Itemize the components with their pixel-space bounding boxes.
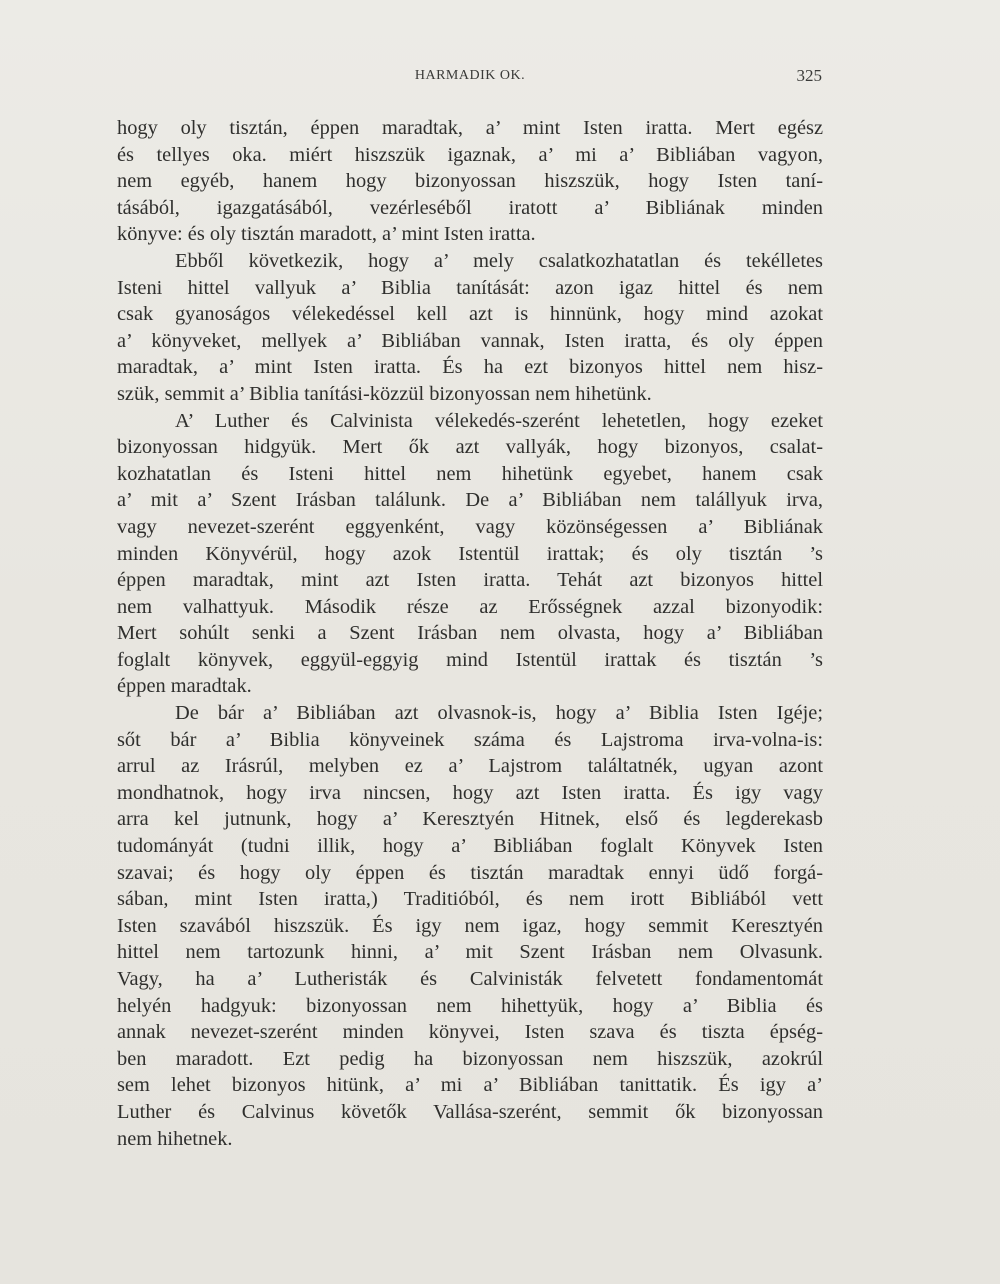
text-line: éppen maradtak, mint azt Isten iratta. Tehát azt bizonyos hittel [117, 569, 823, 592]
text-line: nem egyéb, hanem hogy bizonyossan hiszszük, hogy Isten taní- [117, 170, 823, 193]
text-line: annak nevezet-szerént minden könyvei, Isten szava és tiszta épség- [117, 1021, 823, 1044]
text-line: De bár a’ Bibliában azt olvasnok-is, hogy a’ Biblia Isten Igéje; [175, 702, 823, 725]
chapter-heading: HARMADIK OK. [414, 68, 526, 83]
text-line: Ebből következik, hogy a’ mely csalatkozhatatlan és tekélletes [175, 249, 823, 272]
text-line: hittel nem tartozunk hinni, a’ mit Szent Irásban nem Olvasunk. [117, 941, 823, 964]
text-line: Vagy, ha a’ Lutheristák és Calvinisták felvetett fondamentomát [117, 968, 823, 990]
text-line: Isten szavából hiszszük. És igy nem igaz, hogy semmit Keresztyén [117, 914, 823, 937]
text-line: ben maradott. Ezt pedig ha bizonyossan nem hiszszük, azokrúl [117, 1047, 823, 1070]
text-line: csak gyanoságos vélekedéssel kell azt is hinnünk, hogy mind azokat [117, 303, 823, 326]
page-number: 325 [796, 66, 822, 85]
text-line: arrul az Irásrúl, melyben ez a’ Lajstrom találtatnék, ugyan azont [117, 755, 823, 778]
text-line: tásából, igazgatásából, vezérleséből iratott a’ Bibliának minden [117, 196, 823, 219]
text-line: minden Könyvérül, hogy azok Istentül irattak; és oly tisztán ’s [117, 542, 823, 565]
text-line: sőt bár a’ Biblia könyveinek száma és Lajstroma irva-volna-is: [117, 728, 823, 751]
text-line: Isteni hittel vallyuk a’ Biblia tanítását: azon igaz hittel és nem [117, 276, 823, 299]
text-line: hogy oly tisztán, éppen maradtak, a’ mint Isten iratta. Mert egész [117, 117, 823, 139]
text-line: kozhatatlan és Isteni hittel nem hihetünk egyebet, hanem csak [117, 462, 823, 485]
text-line: A’ Luther és Calvinista vélekedés-szerént lehetetlen, hogy ezeket [175, 409, 823, 432]
text-line: a’ mit a’ Szent Irásban találunk. De a’ Bibliában nem talállyuk irva, [117, 489, 823, 512]
text-line: vagy nevezet-szerént eggyenként, vagy közönségessen a’ Bibliának [117, 515, 823, 538]
text-line: arra kel jutnunk, hogy a’ Keresztyén Hitnek, első és legderekasb [117, 808, 823, 831]
text-line: Mert sohúlt senki a Szent Irásban nem olvasta, hogy a’ Bibliában [117, 622, 823, 645]
text-line: nem hihetnek. [117, 1127, 233, 1150]
text-line: mondhatnok, hogy irva nincsen, hogy azt Isten iratta. És igy vagy [117, 781, 823, 804]
running-head [118, 66, 822, 96]
body-text [117, 115, 823, 1152]
text-line: Luther és Calvinus követők Vallása-szerént, semmit ők bizonyossan [117, 1100, 823, 1123]
text-line: könyve: és oly tisztán maradott, a’ mint Isten iratta. [117, 223, 536, 246]
text-line: bizonyossan hidgyük. Mert ők azt vallyák, hogy bizonyos, csalat- [117, 436, 823, 459]
text-line: maradtak, a’ mint Isten iratta. És ha ezt bizonyos hittel nem hisz- [117, 356, 823, 379]
text-line: és tellyes oka. miért hiszszük igaznak, a’ mi a’ Bibliában vagyon, [117, 143, 823, 166]
text-line: éppen maradtak. [117, 675, 252, 698]
text-line: sem lehet bizonyos hitünk, a’ mi a’ Bibliában tanittatik. És igy a’ [117, 1074, 823, 1097]
text-line: tudományát (tudni illik, hogy a’ Bibliában foglalt Könyvek Isten [117, 835, 823, 858]
text-line: sában, mint Isten iratta,) Traditióból, és nem irott Bibliából vett [117, 888, 823, 911]
text-line: szük, semmit a’ Biblia tanítási-közzül bizonyossan nem hihetünk. [117, 382, 652, 405]
text-line: szavai; és hogy oly éppen és tisztán maradtak ennyi üdő forgá- [117, 861, 823, 884]
text-line: foglalt könyvek, eggyül-eggyig mind Istentül irattak és tisztán ’s [117, 648, 823, 671]
text-line: nem valhattyuk. Második része az Erősségnek azzal bizonyodik: [117, 595, 823, 618]
text-line: helyén hadgyuk: bizonyossan nem hihettyük, hogy a’ Biblia és [117, 994, 823, 1017]
text-line: a’ könyveket, mellyek a’ Bibliában vannak, Isten iratta, és oly éppen [117, 329, 823, 352]
